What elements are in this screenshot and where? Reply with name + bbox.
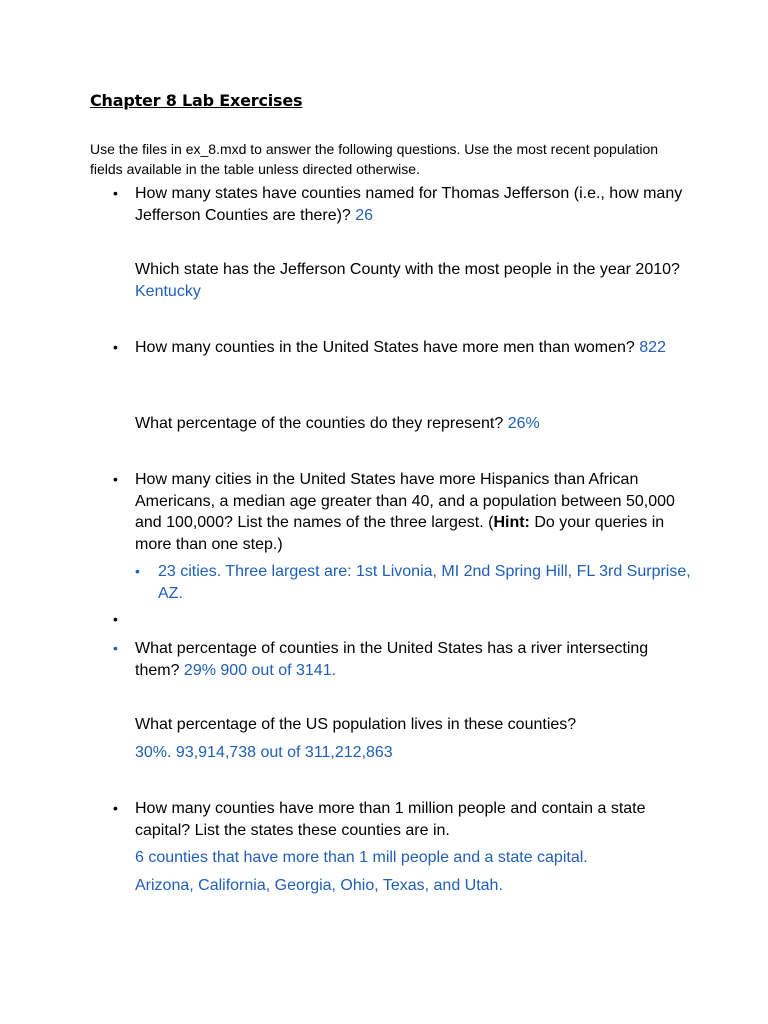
question-text-end: Do your queries in more than one step.) [135, 514, 665, 553]
question-percentage-counties [135, 413, 695, 435]
question-most-populous-jefferson [135, 259, 695, 302]
question-text: Which state has the Jefferson County with the most people in the year 2010? [135, 261, 680, 278]
answer-text: 822 [639, 339, 666, 356]
bullet-q3: • [113, 471, 118, 487]
page-title: Chapter 8 Lab Exercises [90, 91, 303, 110]
question-hispanic-cities [135, 469, 695, 555]
answer-text: 26% [507, 415, 540, 432]
question-text: How many cities in the United States have more Hispanics than African Americans, a median age greater than 40, and a population between 50,000 and 100,000? List the names of the three largest. ( [135, 471, 675, 531]
bullet-q1: • [113, 185, 118, 201]
empty-bullet: • [113, 611, 118, 627]
answer-text: Kentucky [135, 282, 201, 300]
answer-text: 29% 900 out of 3141. [183, 661, 337, 679]
bullet-q4: • [113, 640, 118, 656]
question-jefferson-counties [135, 183, 695, 226]
question-million-capital: How many counties have more than 1 million people and contain a state capital? List the states these counties are in. [135, 800, 646, 839]
bullet-q5: • [113, 800, 118, 816]
question-more-men-than-women [135, 337, 695, 359]
answer-hispanic-cities: 23 cities. Three largest are: 1st Livonia, MI 2nd Spring Hill, FL 3rd Surprise, AZ. [158, 563, 691, 602]
question-text: What percentage of counties in the United States has a river intersecting them? [135, 640, 649, 679]
question-text: How many states have counties named for Thomas Jefferson (i.e., how many Jefferson Counties are there)? [135, 185, 683, 224]
hint-label: Hint: [493, 514, 530, 531]
bullet-q2: • [113, 339, 118, 355]
answer-million-capital-count: 6 counties that have more than 1 mill people and a state capital. [135, 849, 588, 866]
answer-text: 26 [355, 206, 374, 224]
answer-million-capital-states: Arizona, California, Georgia, Ohio, Texas, and Utah. [135, 877, 503, 894]
sub-bullet-q3: • [135, 563, 140, 579]
answer-river-population: 30%. 93,914,738 out of 311,212,863 [135, 744, 393, 761]
question-river-counties [135, 638, 695, 681]
question-text: How many counties in the United States have more men than women? [135, 339, 635, 356]
intro-paragraph: Use the files in ex_8.mxd to answer the following questions. Use the most recent population fields available in the table unless directed otherwise. [90, 141, 659, 177]
question-text: What percentage of the counties do they represent? [135, 415, 504, 432]
question-river-population: What percentage of the US population lives in these counties? [135, 716, 577, 733]
